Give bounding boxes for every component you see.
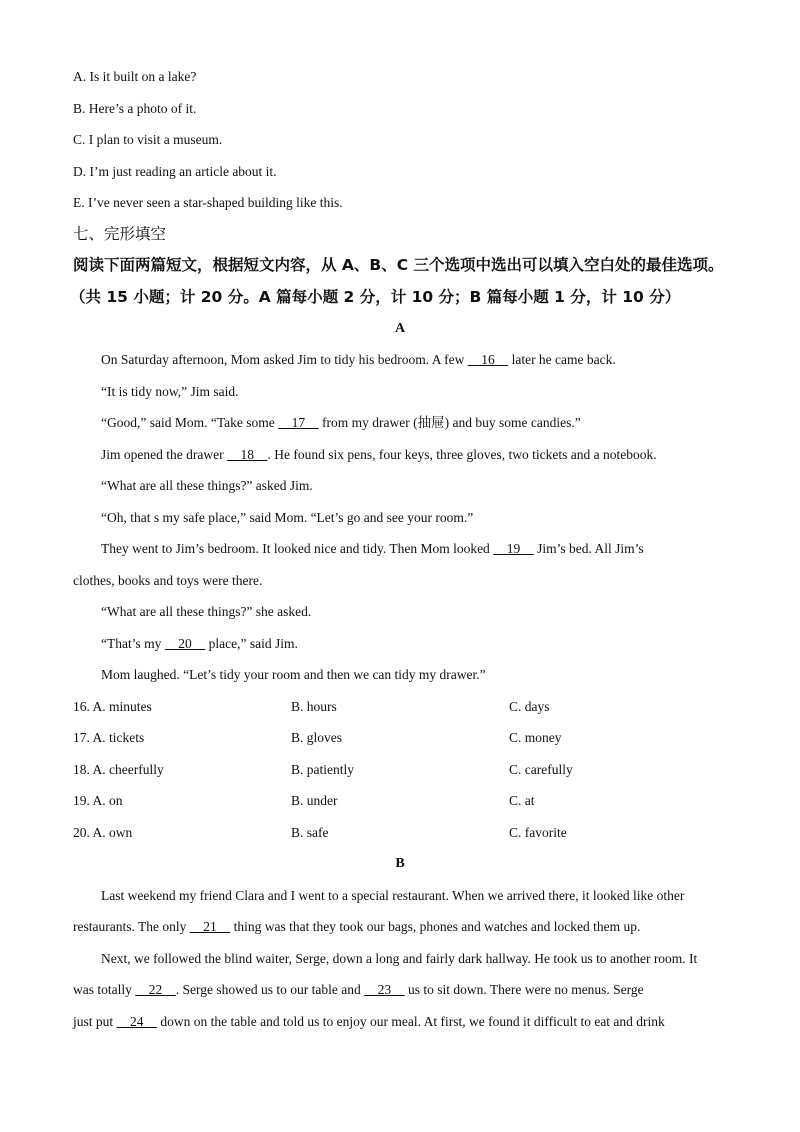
section-title: 七、完形填空	[73, 225, 167, 243]
blank-21: 21	[189, 919, 231, 934]
option-d: D. I’m just reading an article about it.	[73, 164, 277, 179]
passage-a-line: clothes, books and toys were there.	[73, 573, 263, 588]
choice-b: B. patiently	[291, 762, 354, 777]
passage-a-line: “What are all these things?” asked Jim.	[101, 478, 313, 493]
passage-a-line: They went to Jim’s bedroom. It looked nice and tidy. Then Mom looked 19 Jim’s bed. All Jim’s	[101, 541, 644, 556]
blank-24: 24	[116, 1014, 158, 1029]
choice-a: 20. A. own	[73, 825, 133, 840]
blank-17: 17	[278, 415, 319, 430]
choice-c: C. favorite	[509, 825, 567, 840]
blank-23: 23	[364, 982, 405, 997]
passage-a-line: “That’s my 20 place,” said Jim.	[101, 636, 298, 651]
passage-a-line: “Oh, that s my safe place,” said Mom. “Let’s go and see your room.”	[101, 510, 474, 525]
passage-b-line: Next, we followed the blind waiter, Serge, down a long and fairly dark hallway. He took us to another room. It	[101, 951, 698, 966]
option-b: B. Here’s a photo of it.	[73, 101, 197, 116]
option-e: E. I’ve never seen a star-shaped building like this.	[73, 195, 343, 210]
blank-18: 18	[226, 447, 268, 462]
choice-b: B. hours	[291, 699, 337, 714]
passage-a-line: “It is tidy now,” Jim said.	[101, 384, 239, 399]
choice-c: C. carefully	[509, 762, 573, 777]
option-c: C. I plan to visit a museum.	[73, 132, 223, 147]
blank-16: 16	[467, 352, 509, 367]
choice-c: C. money	[509, 730, 562, 745]
choice-c: C. at	[509, 793, 535, 808]
section-scoring: （共 15 小题；计 20 分。A 篇每小题 2 分，计 10 分；B 篇每小题 1 分，计 10 分）	[70, 288, 681, 306]
passage-b-line: Last weekend my friend Clara and I went to a special restaurant. When we arrived there, it looked like other	[101, 888, 685, 903]
passage-a-line: Jim opened the drawer 18 . He found six pens, four keys, three gloves, two tickets and a notebook.	[101, 447, 657, 462]
section-instruction: 阅读下面两篇短文，根据短文内容，从 A、B、C 三个选项中选出可以填入空白处的最佳选项。	[73, 256, 724, 274]
blank-19: 19	[493, 541, 534, 556]
passage-b-heading: B	[395, 856, 405, 871]
blank-22: 22	[135, 982, 176, 997]
passage-a-line: On Saturday afternoon, Mom asked Jim to tidy his bedroom. A few 16 later he came back.	[101, 352, 616, 367]
passage-b-line: restaurants. The only 21 thing was that they took our bags, phones and watches and locked them up.	[73, 919, 641, 934]
choice-a: 18. A. cheerfully	[73, 762, 164, 777]
passage-a-line: “Good,” said Mom. “Take some 17 from my drawer (抽屉) and buy some candies.”	[101, 415, 581, 430]
choice-c: C. days	[509, 699, 550, 714]
choice-a: 16. A. minutes	[73, 699, 152, 714]
passage-b-line: just put 24 down on the table and told us to enjoy our meal. At first, we found it difficult to eat and drink	[73, 1014, 665, 1029]
choice-b: B. under	[291, 793, 338, 808]
passage-a-line: “What are all these things?” she asked.	[101, 604, 312, 619]
choice-b: B. gloves	[291, 730, 343, 745]
choice-b: B. safe	[291, 825, 329, 840]
blank-20: 20	[164, 636, 206, 651]
passage-b-line: was totally 22 . Serge showed us to our table and 23 us to sit down. There were no menus. Serge	[73, 982, 644, 997]
option-a: A. Is it built on a lake?	[73, 69, 197, 84]
passage-a-line: Mom laughed. “Let’s tidy your room and then we can tidy my drawer.”	[101, 667, 486, 682]
choice-a: 19. A. on	[73, 793, 123, 808]
choice-a: 17. A. tickets	[73, 730, 145, 745]
passage-a-heading: A	[394, 321, 406, 336]
